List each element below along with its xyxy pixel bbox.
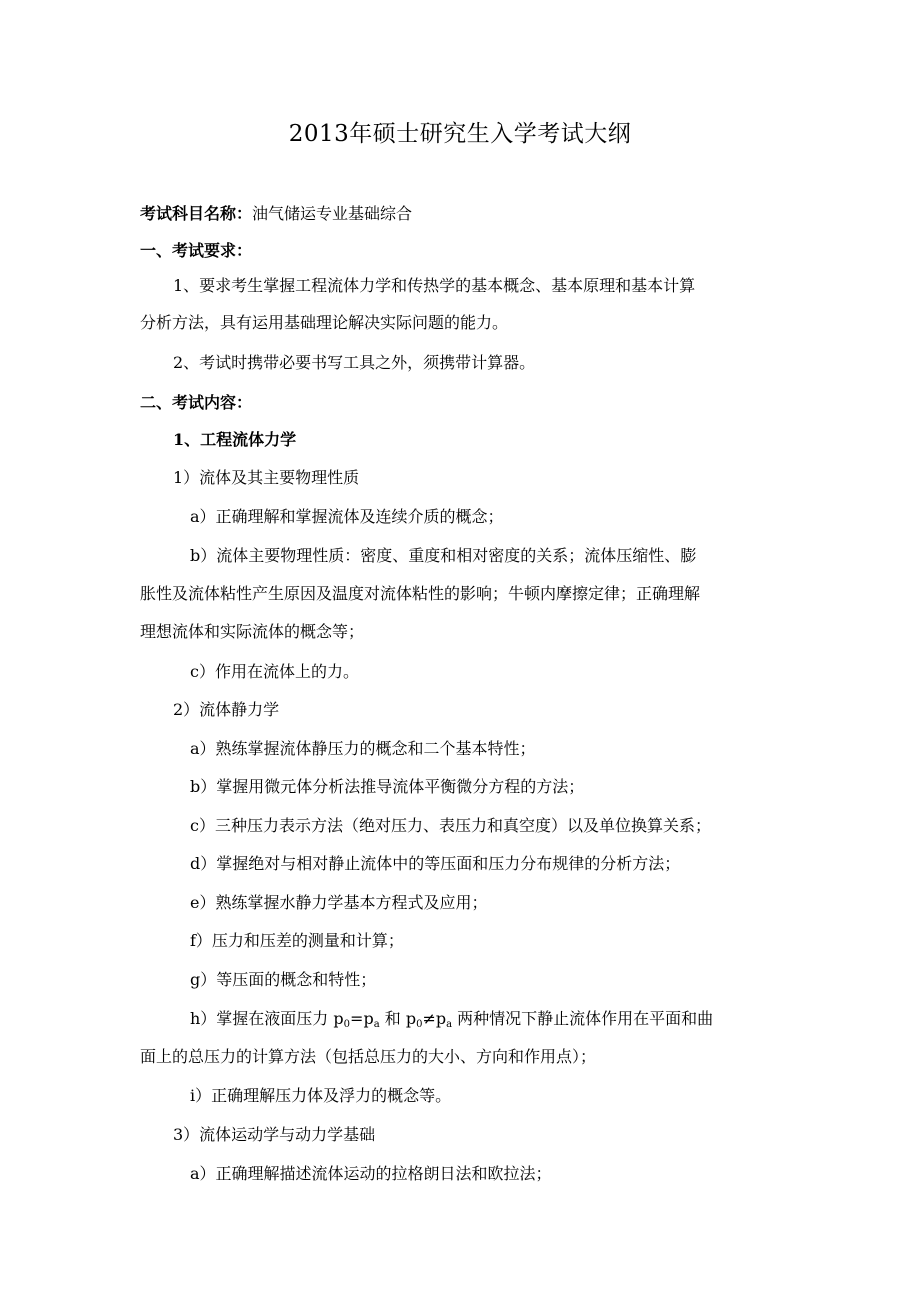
s2-item-h-line1 <box>190 1007 713 1031</box>
s1-item-b-line2: 胀性及流体粘性产生原因及温度对流体粘性的影响；牛顿内摩擦定律；正确理解 <box>140 584 701 603</box>
section1-item2: 2、考试时携带必要书写工具之外，须携带计算器。 <box>173 353 536 372</box>
s3-heading: 3）流体运动学与动力学基础 <box>173 1125 376 1144</box>
s2-item-e: e）熟练掌握水静力学基本方程式及应用； <box>190 893 488 912</box>
s2-item-f: f）压力和压差的测量和计算； <box>190 931 404 950</box>
s1-item-b-line3: 理想流体和实际流体的概念等； <box>140 622 365 641</box>
s2-item-c: c）三种压力表示方法（绝对压力、表压力和真空度）以及单位换算关系； <box>190 816 711 835</box>
s2-item-a: a）熟练掌握流体静压力的概念和二个基本特性； <box>190 739 536 758</box>
s2-item-b: b）掌握用微元体分析法推导流体平衡微分方程的方法； <box>190 777 585 796</box>
s2-item-i: i）正确理解压力体及浮力的概念等。 <box>190 1086 452 1105</box>
formula-sub-0-second: 0 <box>416 1019 423 1030</box>
section1-heading: 一、考试要求： <box>140 241 253 260</box>
formula-and: 和 <box>379 1009 406 1028</box>
section1-item1-line2: 分析方法，具有运用基础理论解决实际问题的能力。 <box>140 313 509 332</box>
s2-item-h-prefix: h）掌握在液面压力 <box>190 1009 334 1028</box>
formula-sub-a-second: a <box>446 1019 453 1030</box>
part1-heading: 1、工程流体力学 <box>173 430 297 449</box>
subject-line <box>140 202 412 226</box>
s2-item-d: d）掌握绝对与相对静止流体中的等压面和压力分布规律的分析方法； <box>190 854 681 873</box>
s1-heading: 1）流体及其主要物理性质 <box>173 468 360 487</box>
formula-eq-pa: =p <box>350 1009 374 1028</box>
s3-item-a: a）正确理解描述流体运动的拉格朗日法和欧拉法； <box>190 1164 552 1183</box>
formula-neq-pa: ≠p <box>422 1009 447 1028</box>
subject-label: 考试科目名称： <box>140 204 253 223</box>
subject-value: 油气储运专业基础综合 <box>252 204 413 223</box>
formula-sub-0: 0 <box>343 1019 351 1030</box>
s1-item-b-line1: b）流体主要物理性质：密度、重度和相对密度的关系；流体压缩性、膨 <box>190 546 697 565</box>
s2-item-h-line2: 面上的总压力的计算方法（包括总压力的大小、方向和作用点）； <box>140 1047 597 1066</box>
section2-heading: 二、考试内容： <box>140 393 253 412</box>
s2-item-g: g）等压面的概念和特性； <box>190 970 377 989</box>
formula-p0: p <box>333 1009 344 1028</box>
formula-sub-a: a <box>373 1019 380 1030</box>
s2-heading: 2）流体静力学 <box>173 700 280 719</box>
section1-item1-line1: 1、要求考生掌握工程流体力学和传热学的基本概念、基本原理和基本计算 <box>173 276 696 295</box>
s1-item-c: c）作用在流体上的力。 <box>190 662 359 681</box>
formula-p0-second: p <box>405 1009 417 1028</box>
page-title: 2013年硕士研究生入学考试大纲 <box>288 121 632 147</box>
s1-item-a: a）正确理解和掌握流体及连续介质的概念； <box>190 507 504 526</box>
s2-item-h-rest: 两种情况下静止流体作用在平面和曲 <box>452 1009 714 1028</box>
